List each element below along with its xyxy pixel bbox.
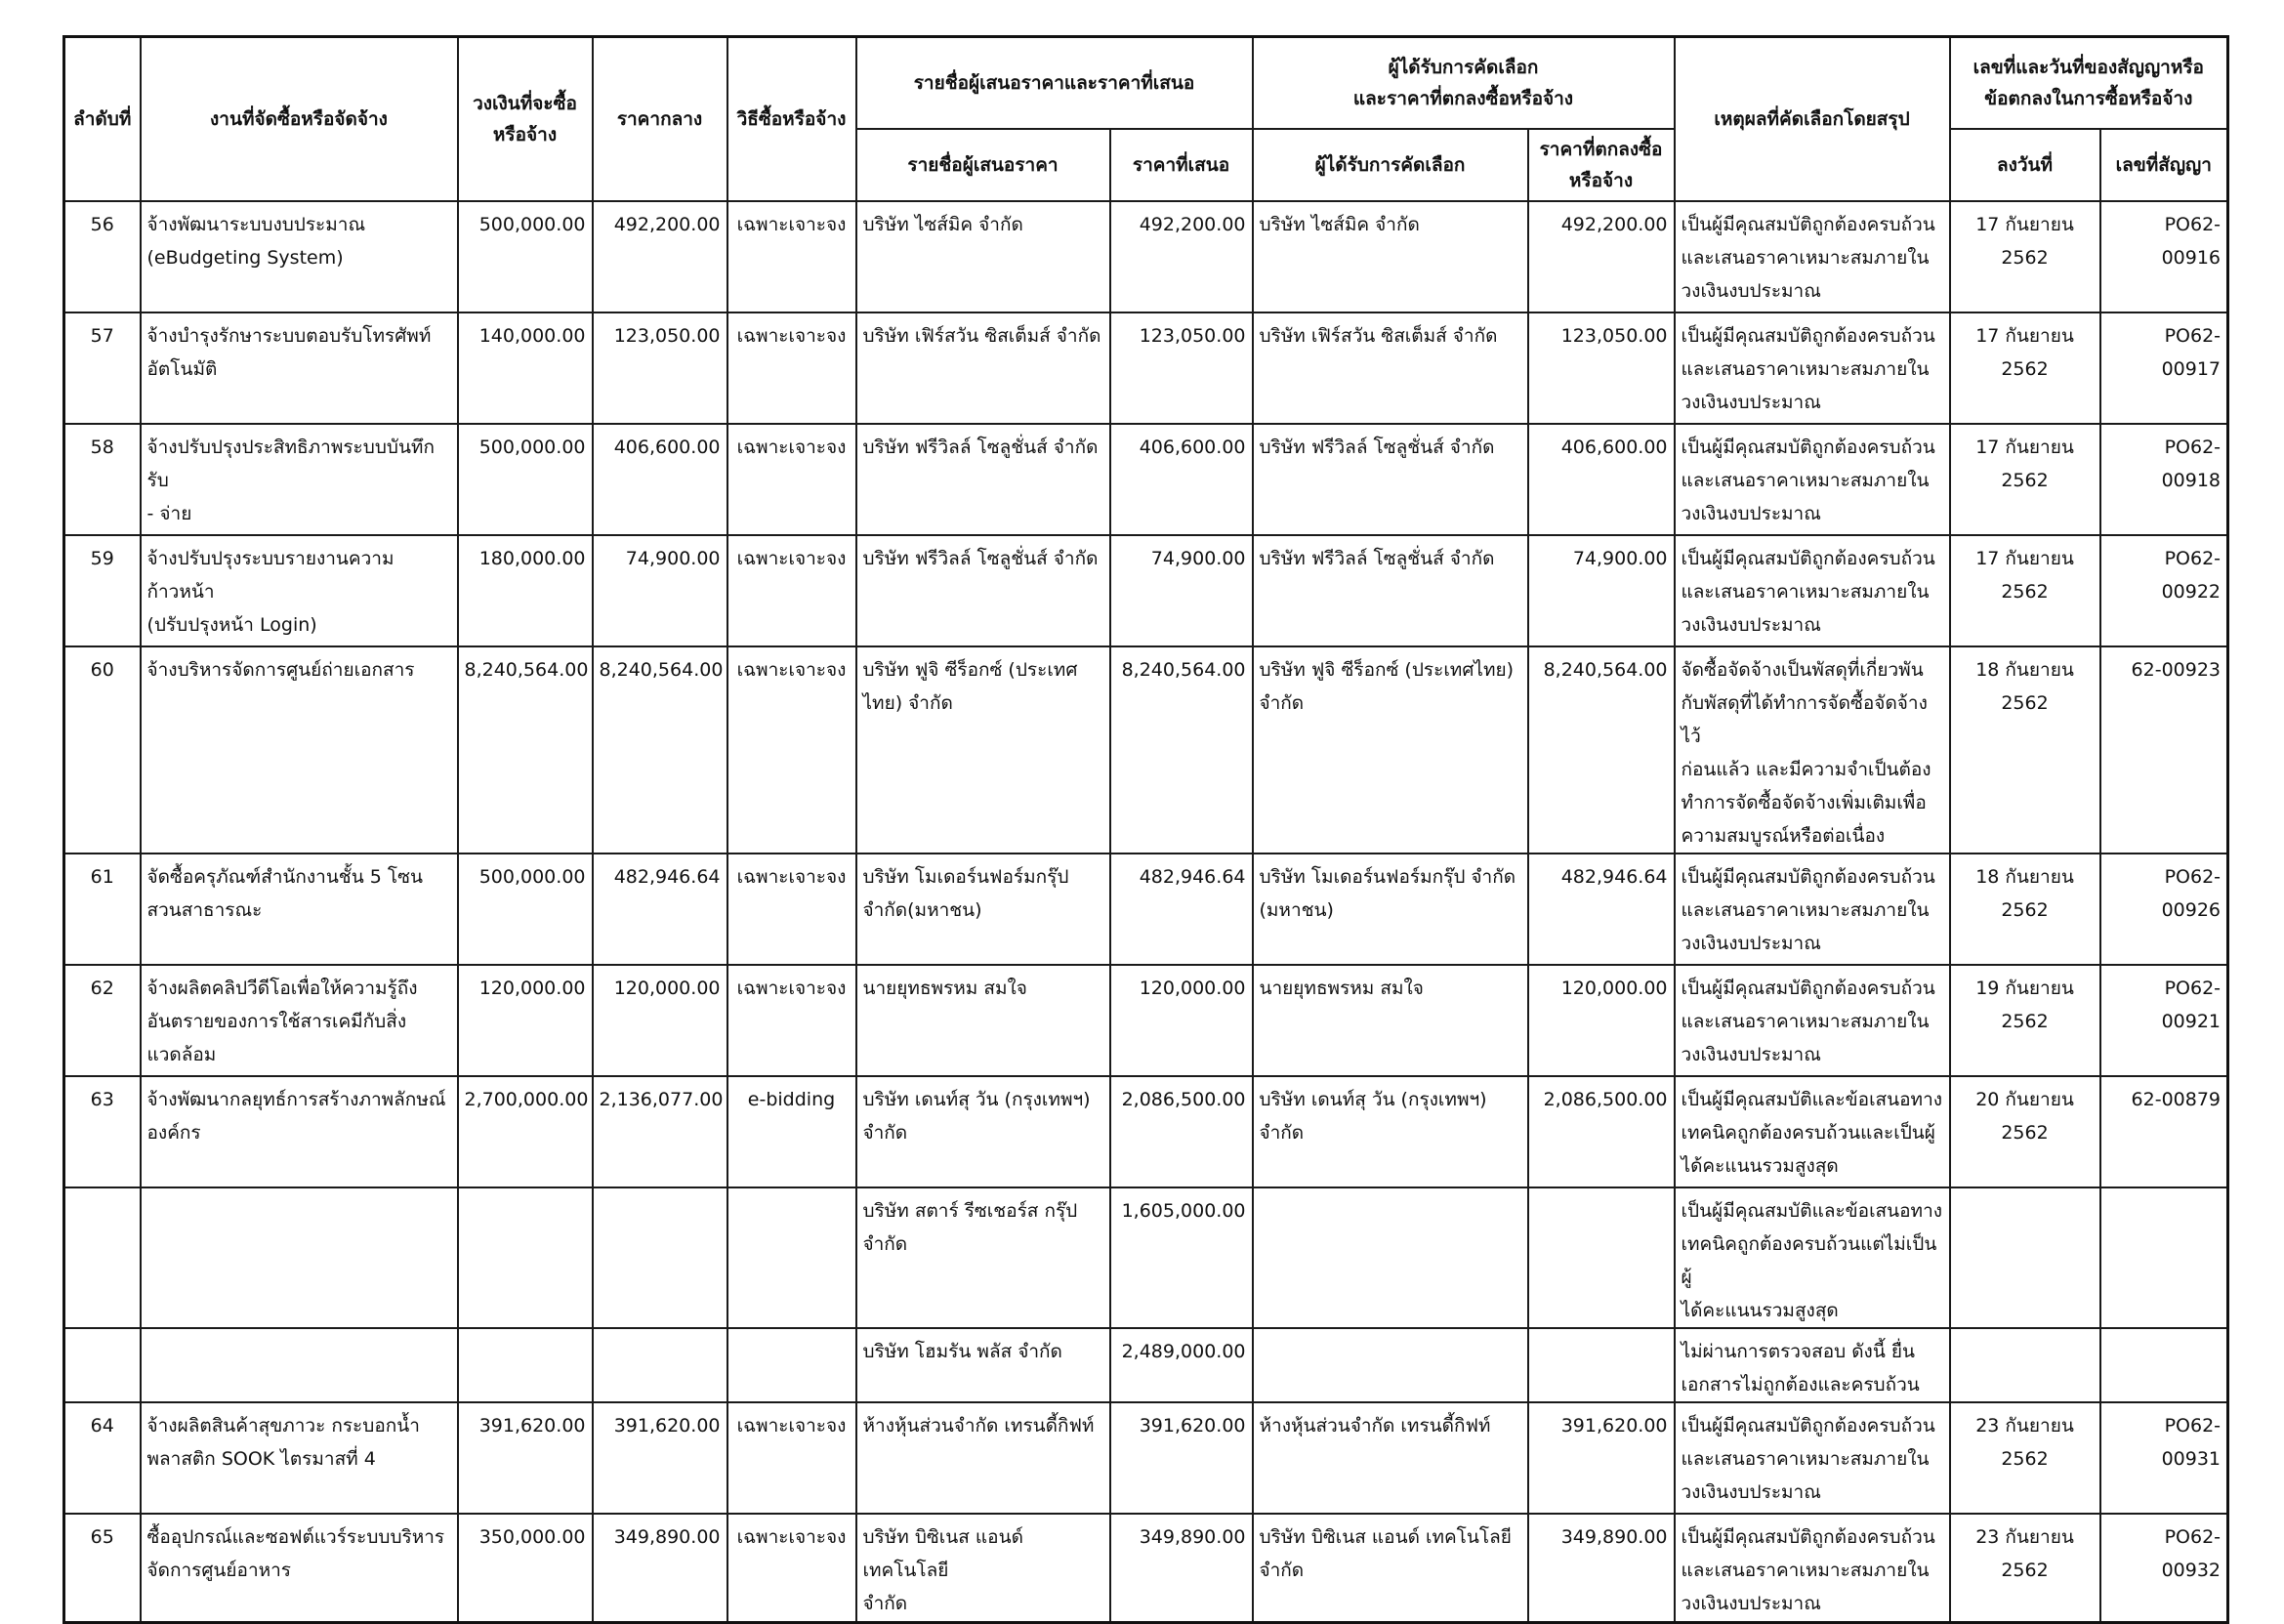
cell-selected-line: บริษัท ฟรีวิลล์ โซลูชั่นส์ จำกัด xyxy=(1259,436,1495,458)
cell-selected-line: (มหาชน) xyxy=(1259,898,1334,921)
cell-bidder xyxy=(856,535,1110,646)
header-reason: เหตุผลที่คัดเลือกโดยสรุป xyxy=(1675,37,1950,201)
cell-date: 20 กันยายน 2562 xyxy=(1950,1076,2100,1187)
cell-median-price: 120,000.00 xyxy=(593,965,727,1076)
cell-no: 58 xyxy=(64,424,141,535)
cell-reason-line: วงเงินงบประมาณ xyxy=(1681,502,1821,524)
cell-date: 23 กันยายน 2562 xyxy=(1950,1402,2100,1514)
cell-item-line: จ้างปรับปรุงระบบรายงานความก้าวหน้า xyxy=(146,547,395,603)
cell-item-line: จ้างผลิตคลิปวีดีโอเพื่อให้ความรู้ถึง xyxy=(146,977,418,999)
cell-bidder xyxy=(856,646,1110,854)
cell-item-line: - จ่าย xyxy=(146,502,192,524)
cell-method: เฉพาะเจาะจง xyxy=(727,312,856,424)
cell-bidder xyxy=(856,1514,1110,1623)
cell-bidder-line: บริษัท ฟรีวิลล์ โซลูชั่นส์ จำกัด xyxy=(862,436,1099,458)
cell-reason xyxy=(1675,1328,1950,1402)
cell-item xyxy=(141,965,458,1076)
cell-bid-price: 8,240,564.00 xyxy=(1110,646,1253,854)
table-row xyxy=(64,201,2228,312)
cell-reason xyxy=(1675,1514,1950,1623)
cell-date: 18 กันยายน 2562 xyxy=(1950,646,2100,854)
cell-item-line: จ้างบริหารจัดการศูนย์ถ่ายเอกสาร xyxy=(146,658,415,681)
cell-bid-price: 2,086,500.00 xyxy=(1110,1076,1253,1187)
cell-reason-line: กับพัสดุที่ได้ทำการจัดซื้อจัดจ้างไว้ xyxy=(1681,691,1928,747)
cell-selected xyxy=(1253,965,1528,1076)
cell-contract-no: 62-00879 xyxy=(2100,1076,2228,1187)
cell-reason-line: และเสนอราคาเหมาะสมภายใน xyxy=(1681,1559,1930,1581)
cell-selected-line: บริษัท เดนท์สุ วัน (กรุงเทพฯ) xyxy=(1259,1088,1487,1110)
cell-bidder-line: บริษัท เฟิร์สวัน ซิสเต็มส์ จำกัด xyxy=(862,324,1101,347)
cell-bid-price: 406,600.00 xyxy=(1110,424,1253,535)
cell-bidder-line: จำกัด xyxy=(862,1232,908,1255)
cell-no: 59 xyxy=(64,535,141,646)
cell-bidder-line: บริษัท บิซิเนส แอนด์ เทคโนโลยี xyxy=(862,1525,1023,1581)
cell-selected-line: บริษัท ไซส์มิค จำกัด xyxy=(1259,213,1420,235)
header-selected-group-line2: และราคาที่ตกลงซื้อหรือจ้าง xyxy=(1352,87,1574,109)
procurement-report-sheet xyxy=(62,35,2226,1624)
cell-reason xyxy=(1675,854,1950,965)
cell-reason-line: ความสมบูรณ์หรือต่อเนื่อง xyxy=(1681,824,1886,847)
cell-item-line: จ้างผลิตสินค้าสุขภาวะ กระบอกน้ำ xyxy=(146,1414,420,1437)
cell-item xyxy=(141,854,458,965)
cell-bidder-line: บริษัท โฮมรัน พลัส จำกัด xyxy=(862,1340,1062,1362)
table-row xyxy=(64,1328,2228,1402)
header-agreed-price: ราคาที่ตกลงซื้อหรือจ้าง xyxy=(1528,129,1675,201)
cell-no: 63 xyxy=(64,1076,141,1187)
cell-agreed-price: 120,000.00 xyxy=(1528,965,1675,1076)
cell-selected-line: จำกัด xyxy=(1259,691,1305,714)
header-bid-price: ราคาที่เสนอ xyxy=(1110,129,1253,201)
cell-date: 17 กันยายน 2562 xyxy=(1950,424,2100,535)
cell-reason xyxy=(1675,312,1950,424)
header-contract-group-line2: ข้อตกลงในการซื้อหรือจ้าง xyxy=(1984,87,2193,109)
cell-contract-no xyxy=(2100,1187,2228,1328)
cell-reason-line: เป็นผู้มีคุณสมบัติถูกต้องครบถ้วน xyxy=(1681,977,1935,999)
cell-item xyxy=(141,1514,458,1623)
cell-reason xyxy=(1675,1402,1950,1514)
cell-date: 19 กันยายน 2562 xyxy=(1950,965,2100,1076)
cell-selected xyxy=(1253,424,1528,535)
cell-selected-line: บริษัท โมเดอร์นฟอร์มกรุ๊ป จำกัด xyxy=(1259,865,1516,888)
cell-reason-line: จัดซื้อจัดจ้างเป็นพัสดุที่เกี่ยวพัน xyxy=(1681,658,1924,681)
cell-reason-line: เป็นผู้มีคุณสมบัติถูกต้องครบถ้วน xyxy=(1681,865,1935,888)
cell-budget: 500,000.00 xyxy=(458,201,593,312)
cell-selected-line: บริษัท บิซิเนส แอนด์ เทคโนโลยี xyxy=(1259,1525,1512,1548)
cell-contract-no: PO62-00917 xyxy=(2100,312,2228,424)
cell-selected xyxy=(1253,854,1528,965)
cell-no: 57 xyxy=(64,312,141,424)
cell-median-price: 406,600.00 xyxy=(593,424,727,535)
cell-reason-line: วงเงินงบประมาณ xyxy=(1681,932,1821,954)
cell-budget xyxy=(458,1328,593,1402)
cell-bid-price: 123,050.00 xyxy=(1110,312,1253,424)
cell-contract-no: PO62-00916 xyxy=(2100,201,2228,312)
cell-item-line: องค์กร xyxy=(146,1121,201,1144)
cell-date: 18 กันยายน 2562 xyxy=(1950,854,2100,965)
cell-item-line: จ้างบำรุงรักษาระบบตอบรับโทรศัพท์ xyxy=(146,324,432,347)
cell-bidder-line: จำกัด xyxy=(862,1592,908,1614)
cell-no: 56 xyxy=(64,201,141,312)
cell-date: 17 กันยายน 2562 xyxy=(1950,535,2100,646)
cell-bidder xyxy=(856,965,1110,1076)
cell-agreed-price: 391,620.00 xyxy=(1528,1402,1675,1514)
cell-date: 23 กันยายน 2562 xyxy=(1950,1514,2100,1623)
cell-reason-line: เป็นผู้มีคุณสมบัติถูกต้องครบถ้วน xyxy=(1681,213,1935,235)
cell-reason-line: และเสนอราคาเหมาะสมภายใน xyxy=(1681,1447,1930,1470)
cell-bidder xyxy=(856,854,1110,965)
cell-agreed-price: 2,086,500.00 xyxy=(1528,1076,1675,1187)
cell-bid-price: 492,200.00 xyxy=(1110,201,1253,312)
cell-reason-line: เป็นผู้มีคุณสมบัติถูกต้องครบถ้วน xyxy=(1681,1414,1935,1437)
cell-bid-price: 482,946.64 xyxy=(1110,854,1253,965)
cell-bid-price: 349,890.00 xyxy=(1110,1514,1253,1623)
cell-selected xyxy=(1253,1187,1528,1328)
table-row xyxy=(64,854,2228,965)
cell-reason-line: และเสนอราคาเหมาะสมภายใน xyxy=(1681,580,1930,603)
cell-budget: 8,240,564.00 xyxy=(458,646,593,854)
cell-date xyxy=(1950,1187,2100,1328)
cell-bidder xyxy=(856,1076,1110,1187)
cell-item-line: จ้างปรับปรุงประสิทธิภาพระบบบันทึกรับ xyxy=(146,436,435,491)
cell-selected xyxy=(1253,535,1528,646)
table-row xyxy=(64,535,2228,646)
header-item: งานที่จัดซื้อหรือจัดจ้าง xyxy=(141,37,458,201)
cell-contract-no xyxy=(2100,1328,2228,1402)
cell-reason xyxy=(1675,535,1950,646)
cell-reason-line: เอกสารไม่ถูกต้องและครบถ้วน xyxy=(1681,1373,1920,1395)
cell-no: 64 xyxy=(64,1402,141,1514)
cell-selected-line: จำกัด xyxy=(1259,1559,1305,1581)
procurement-table xyxy=(62,35,2229,1624)
cell-reason-line: และเสนอราคาเหมาะสมภายใน xyxy=(1681,357,1930,380)
cell-contract-no: PO62-00932 xyxy=(2100,1514,2228,1623)
cell-reason-line: และเสนอราคาเหมาะสมภายใน xyxy=(1681,1010,1930,1032)
table-row xyxy=(64,965,2228,1076)
cell-no: 61 xyxy=(64,854,141,965)
cell-selected xyxy=(1253,201,1528,312)
cell-reason xyxy=(1675,201,1950,312)
table-row xyxy=(64,1514,2228,1623)
cell-no: 62 xyxy=(64,965,141,1076)
cell-method: เฉพาะเจาะจง xyxy=(727,201,856,312)
cell-item xyxy=(141,535,458,646)
cell-bidder-line: จำกัด xyxy=(862,1121,908,1144)
cell-selected xyxy=(1253,312,1528,424)
cell-bidder-line: ห้างหุ้นส่วนจำกัด เทรนดี้กิฟท์ xyxy=(862,1414,1095,1437)
header-contract-group xyxy=(1950,37,2228,129)
header-method: วิธีซื้อหรือจ้าง xyxy=(727,37,856,201)
cell-reason-line: และเสนอราคาเหมาะสมภายใน xyxy=(1681,246,1930,269)
cell-bid-price: 1,605,000.00 xyxy=(1110,1187,1253,1328)
cell-selected xyxy=(1253,1328,1528,1402)
cell-item-line: จัดซื้อครุภัณฑ์สำนักงานชั้น 5 โซน xyxy=(146,865,423,888)
table-body xyxy=(64,201,2228,1623)
cell-budget: 391,620.00 xyxy=(458,1402,593,1514)
cell-method: เฉพาะเจาะจง xyxy=(727,424,856,535)
cell-bidder xyxy=(856,312,1110,424)
table-row xyxy=(64,1187,2228,1328)
cell-budget: 500,000.00 xyxy=(458,424,593,535)
cell-bidder-line: บริษัท เดนท์สุ วัน (กรุงเทพฯ) xyxy=(862,1088,1091,1110)
cell-bidder-line: บริษัท สตาร์ รีซเชอร์ส กรุ๊ป xyxy=(862,1199,1078,1222)
cell-reason-line: เป็นผู้มีคุณสมบัติและข้อเสนอทาง xyxy=(1681,1199,1943,1222)
cell-reason-line: ได้คะแนนรวมสูงสุด xyxy=(1681,1154,1839,1177)
cell-reason-line: ไม่ผ่านการตรวจสอบ ดังนี้ ยื่น xyxy=(1681,1340,1915,1362)
header-selected: ผู้ได้รับการคัดเลือก xyxy=(1253,129,1528,201)
cell-reason-line: วงเงินงบประมาณ xyxy=(1681,1480,1821,1503)
cell-contract-no: PO62-00931 xyxy=(2100,1402,2228,1514)
cell-median-price: 482,946.64 xyxy=(593,854,727,965)
cell-selected xyxy=(1253,1402,1528,1514)
cell-reason-line: ก่อนแล้ว และมีความจำเป็นต้อง xyxy=(1681,758,1931,780)
cell-median-price: 8,240,564.00 xyxy=(593,646,727,854)
cell-reason xyxy=(1675,424,1950,535)
header-no: ลำดับที่ xyxy=(64,37,141,201)
cell-bidder-line: จำกัด(มหาชน) xyxy=(862,898,982,921)
header-median-price: ราคากลาง xyxy=(593,37,727,201)
cell-agreed-price: 492,200.00 xyxy=(1528,201,1675,312)
cell-budget: 2,700,000.00 xyxy=(458,1076,593,1187)
cell-bidder xyxy=(856,201,1110,312)
cell-item-line: (eBudgeting System) xyxy=(146,246,344,269)
cell-median-price: 349,890.00 xyxy=(593,1514,727,1623)
cell-median-price xyxy=(593,1187,727,1328)
cell-median-price: 492,200.00 xyxy=(593,201,727,312)
cell-selected xyxy=(1253,1514,1528,1623)
cell-item-line: (ปรับปรุงหน้า Login) xyxy=(146,613,317,636)
cell-reason-line: เทคนิคถูกต้องครบถ้วนและเป็นผู้ xyxy=(1681,1121,1935,1144)
cell-item-line: สวนสาธารณะ xyxy=(146,898,263,921)
cell-budget xyxy=(458,1187,593,1328)
cell-budget: 350,000.00 xyxy=(458,1514,593,1623)
cell-median-price xyxy=(593,1328,727,1402)
cell-bidder-line: ไทย) จำกัด xyxy=(862,691,953,714)
header-selected-group xyxy=(1253,37,1675,129)
cell-selected-line: ห้างหุ้นส่วนจำกัด เทรนดี้กิฟท์ xyxy=(1259,1414,1491,1437)
cell-method xyxy=(727,1187,856,1328)
cell-item-line: จ้างพัฒนาระบบงบประมาณ xyxy=(146,213,366,235)
cell-method: เฉพาะเจาะจง xyxy=(727,854,856,965)
cell-reason-line: เป็นผู้มีคุณสมบัติถูกต้องครบถ้วน xyxy=(1681,1525,1935,1548)
cell-reason xyxy=(1675,646,1950,854)
header-selected-group-line1: ผู้ได้รับการคัดเลือก xyxy=(1388,56,1539,78)
header-date: ลงวันที่ xyxy=(1950,129,2100,201)
cell-budget: 140,000.00 xyxy=(458,312,593,424)
table-row xyxy=(64,1402,2228,1514)
cell-no xyxy=(64,1328,141,1402)
cell-reason-line: ทำการจัดซื้อจัดจ้างเพิ่มเติมเพื่อ xyxy=(1681,791,1927,813)
cell-reason xyxy=(1675,965,1950,1076)
cell-item-line: ซื้ออุปกรณ์และซอฟต์แวร์ระบบบริหาร xyxy=(146,1525,445,1548)
cell-bidder-line: นายยุทธพรหม สมใจ xyxy=(862,977,1027,999)
cell-method: เฉพาะเจาะจง xyxy=(727,535,856,646)
cell-selected-line: บริษัท ฟูจิ ซีร็อกซ์ (ประเทศไทย) xyxy=(1259,658,1515,681)
cell-date xyxy=(1950,1328,2100,1402)
cell-agreed-price: 8,240,564.00 xyxy=(1528,646,1675,854)
header-bidder: รายชื่อผู้เสนอราคา xyxy=(856,129,1110,201)
cell-bidder xyxy=(856,1328,1110,1402)
cell-bid-price: 391,620.00 xyxy=(1110,1402,1253,1514)
header-contract-no: เลขที่สัญญา xyxy=(2100,129,2228,201)
cell-item xyxy=(141,1402,458,1514)
cell-reason-line: และเสนอราคาเหมาะสมภายใน xyxy=(1681,898,1930,921)
cell-reason xyxy=(1675,1187,1950,1328)
cell-median-price: 123,050.00 xyxy=(593,312,727,424)
cell-date: 17 กันยายน 2562 xyxy=(1950,312,2100,424)
cell-reason-line: เทคนิคถูกต้องครบถ้วนแต่ไม่เป็นผู้ xyxy=(1681,1232,1937,1288)
cell-reason xyxy=(1675,1076,1950,1187)
cell-method: เฉพาะเจาะจง xyxy=(727,1514,856,1623)
cell-reason-line: วงเงินงบประมาณ xyxy=(1681,279,1821,302)
cell-method: e-bidding xyxy=(727,1076,856,1187)
cell-reason-line: เป็นผู้มีคุณสมบัติถูกต้องครบถ้วน xyxy=(1681,436,1935,458)
cell-reason-line: วงเงินงบประมาณ xyxy=(1681,391,1821,413)
cell-reason-line: วงเงินงบประมาณ xyxy=(1681,1043,1821,1065)
cell-item xyxy=(141,1187,458,1328)
header-budget: วงเงินที่จะซื้อหรือจ้าง xyxy=(458,37,593,201)
cell-date: 17 กันยายน 2562 xyxy=(1950,201,2100,312)
cell-median-price: 74,900.00 xyxy=(593,535,727,646)
cell-item xyxy=(141,1076,458,1187)
cell-item-line: อัตโนมัติ xyxy=(146,357,218,380)
cell-bid-price: 2,489,000.00 xyxy=(1110,1328,1253,1402)
cell-item xyxy=(141,1328,458,1402)
cell-agreed-price xyxy=(1528,1328,1675,1402)
cell-contract-no: PO62-00926 xyxy=(2100,854,2228,965)
cell-no xyxy=(64,1187,141,1328)
cell-bidder xyxy=(856,1187,1110,1328)
cell-bid-price: 120,000.00 xyxy=(1110,965,1253,1076)
cell-reason-line: เป็นผู้มีคุณสมบัติถูกต้องครบถ้วน xyxy=(1681,324,1935,347)
cell-contract-no: PO62-00921 xyxy=(2100,965,2228,1076)
table-header xyxy=(64,37,2228,201)
cell-bidder xyxy=(856,1402,1110,1514)
cell-selected-line: นายยุทธพรหม สมใจ xyxy=(1259,977,1424,999)
cell-reason-line: วงเงินงบประมาณ xyxy=(1681,1592,1821,1614)
cell-item-line: พลาสติก SOOK ไตรมาสที่ 4 xyxy=(146,1447,376,1470)
cell-budget: 120,000.00 xyxy=(458,965,593,1076)
cell-contract-no: PO62-00922 xyxy=(2100,535,2228,646)
cell-agreed-price: 74,900.00 xyxy=(1528,535,1675,646)
cell-item-line: อันตรายของการใช้สารเคมีกับสิ่งแวดล้อม xyxy=(146,1010,407,1065)
table-row xyxy=(64,312,2228,424)
cell-agreed-price xyxy=(1528,1187,1675,1328)
cell-reason-line: วงเงินงบประมาณ xyxy=(1681,613,1821,636)
cell-item xyxy=(141,424,458,535)
cell-budget: 180,000.00 xyxy=(458,535,593,646)
cell-bidder-line: บริษัท ฟรีวิลล์ โซลูชั่นส์ จำกัด xyxy=(862,547,1099,569)
cell-item xyxy=(141,201,458,312)
cell-bidder-line: บริษัท ฟูจิ ซีร็อกซ์ (ประเทศ xyxy=(862,658,1078,681)
cell-bidder-line: บริษัท โมเดอร์นฟอร์มกรุ๊ป xyxy=(862,865,1069,888)
table-row xyxy=(64,1076,2228,1187)
cell-no: 60 xyxy=(64,646,141,854)
cell-method: เฉพาะเจาะจง xyxy=(727,965,856,1076)
cell-item xyxy=(141,312,458,424)
cell-agreed-price: 406,600.00 xyxy=(1528,424,1675,535)
cell-agreed-price: 349,890.00 xyxy=(1528,1514,1675,1623)
cell-reason-line: เป็นผู้มีคุณสมบัติถูกต้องครบถ้วน xyxy=(1681,547,1935,569)
cell-agreed-price: 123,050.00 xyxy=(1528,312,1675,424)
cell-method: เฉพาะเจาะจง xyxy=(727,646,856,854)
cell-selected-line: บริษัท ฟรีวิลล์ โซลูชั่นส์ จำกัด xyxy=(1259,547,1495,569)
header-contract-group-line1: เลขที่และวันที่ของสัญญาหรือ xyxy=(1973,56,2204,78)
cell-selected xyxy=(1253,1076,1528,1187)
cell-method xyxy=(727,1328,856,1402)
table-row xyxy=(64,424,2228,535)
cell-method: เฉพาะเจาะจง xyxy=(727,1402,856,1514)
cell-median-price: 2,136,077.00 xyxy=(593,1076,727,1187)
cell-no: 65 xyxy=(64,1514,141,1623)
cell-contract-no: 62-00923 xyxy=(2100,646,2228,854)
cell-selected-line: บริษัท เฟิร์สวัน ซิสเต็มส์ จำกัด xyxy=(1259,324,1498,347)
cell-median-price: 391,620.00 xyxy=(593,1402,727,1514)
table-row xyxy=(64,646,2228,854)
cell-bidder xyxy=(856,424,1110,535)
cell-selected xyxy=(1253,646,1528,854)
cell-bidder-line: บริษัท ไซส์มิค จำกัด xyxy=(862,213,1023,235)
cell-budget: 500,000.00 xyxy=(458,854,593,965)
cell-item-line: จ้างพัฒนากลยุทธ์การสร้างภาพลักษณ์ xyxy=(146,1088,446,1110)
cell-reason-line: เป็นผู้มีคุณสมบัติและข้อเสนอทาง xyxy=(1681,1088,1943,1110)
cell-agreed-price: 482,946.64 xyxy=(1528,854,1675,965)
cell-contract-no: PO62-00918 xyxy=(2100,424,2228,535)
cell-item-line: จัดการศูนย์อาหาร xyxy=(146,1559,292,1581)
cell-selected-line: จำกัด xyxy=(1259,1121,1305,1144)
cell-reason-line: ได้คะแนนรวมสูงสุด xyxy=(1681,1299,1839,1321)
cell-reason-line: และเสนอราคาเหมาะสมภายใน xyxy=(1681,469,1930,491)
header-bidders-group: รายชื่อผู้เสนอราคาและราคาที่เสนอ xyxy=(856,37,1253,129)
cell-bid-price: 74,900.00 xyxy=(1110,535,1253,646)
cell-item xyxy=(141,646,458,854)
